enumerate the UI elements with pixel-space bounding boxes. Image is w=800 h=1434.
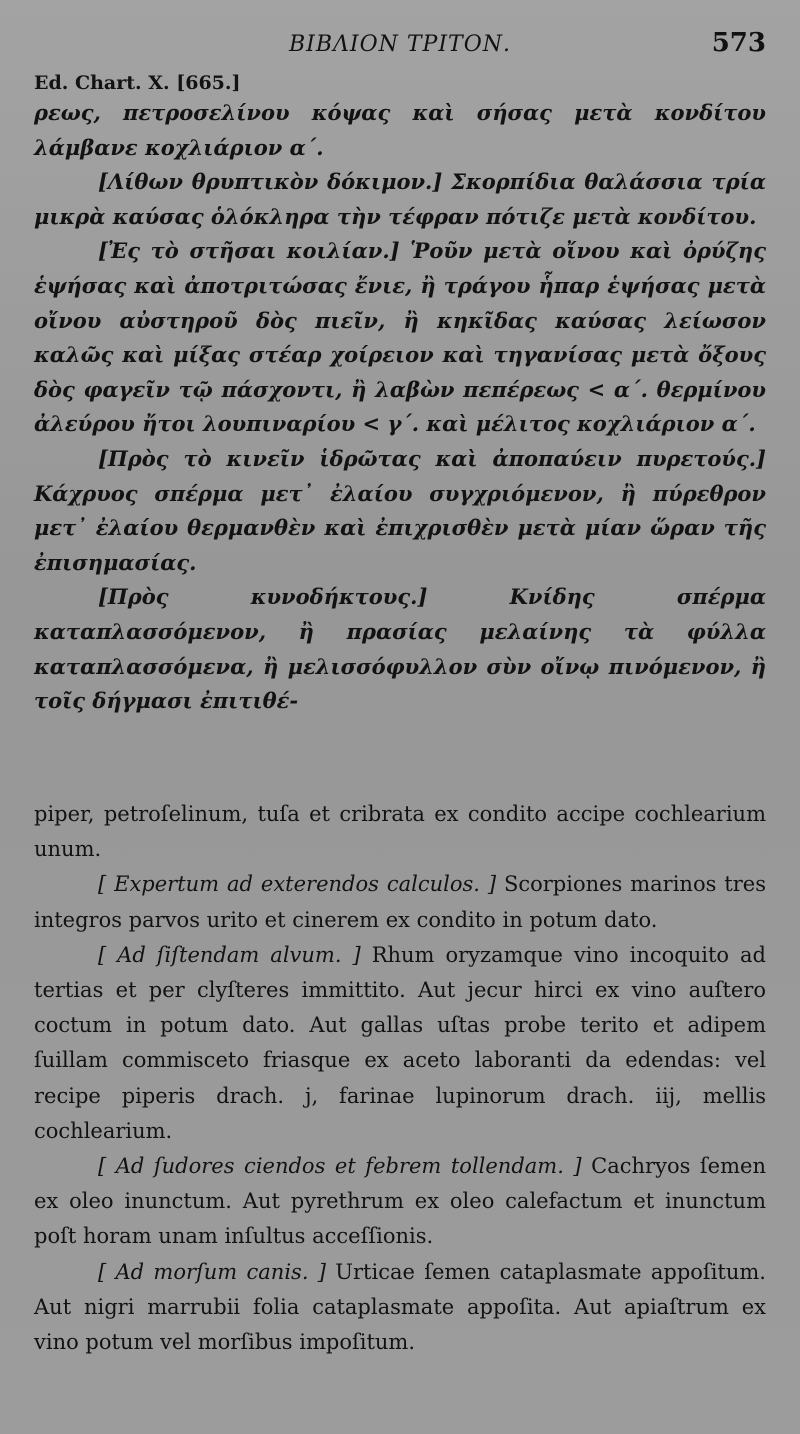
latin-paragraph — [34, 867, 766, 937]
greek-rubric: [Πρὸς τὸ κινεῖν ἱδρῶτας καὶ ἀποπαύειν πυρετούς.] — [98, 445, 766, 471]
latin-paragraph-text: piper, petroſelinum, tuſa et cribrata ex condito accipe cochlearium unum. — [34, 802, 766, 862]
greek-rubric: [Ἐς τὸ στῆσαι κοιλίαν.] — [98, 238, 400, 264]
latin-paragraph-text: Urticae ſemen cataplasmate appoſitum. Aut nigri marrubii folia cataplasmate appoſita. Aut apiaſtrum ex vino potum vel morſibus impoſitum. — [34, 1259, 766, 1355]
latin-paragraph — [34, 797, 766, 867]
greek-paragraph-text: ρεως, πετροσελίνου κόψας καὶ σήσας μετὰ κονδίτου λάμβανε κοχλιάριον α΄. — [34, 100, 766, 160]
latin-paragraph — [34, 1255, 766, 1361]
latin-paragraph — [34, 938, 766, 1149]
latin-paragraph-text: Cachryos ſemen ex oleo inunctum. Aut pyrethrum ex oleo calefactum et inunctum poſt horam unam inſultus acceſſionis. — [34, 1154, 766, 1249]
greek-paragraph-text: Σκορπίδια θαλάσσια τρία μικρὰ καύσας ὁλόκληρα τὴν τέφραν πότιζε μετὰ κονδίτου. — [34, 169, 766, 229]
latin-paragraph — [34, 1149, 766, 1255]
greek-paragraph-text: Κνίδης σπέρμα καταπλασσόμενον, ἢ πρασίας μελαίνης τὰ φύλλα καταπλασσόμενα, ἢ μελισσόφυλλον σὺν οἴνῳ πινόμενον, ἢ τοῖς δήγμασι ἐπιτιθέ- — [34, 584, 766, 714]
latin-rubric: [ Ad ſudores ciendos et febrem tollendam. ] — [98, 1154, 582, 1179]
page-number: 573 — [711, 28, 766, 58]
greek-paragraph — [34, 96, 766, 165]
greek-paragraph — [34, 580, 766, 718]
page-header — [0, 28, 800, 68]
greek-paragraph-text: Κάχρυος σπέρμα μετ᾽ ἐλαίου συγχριόμενον, ἢ πύρεθρον μετ᾽ ἐλαίου θερμανθὲν καὶ ἐπιχρισθὲν μετὰ μίαν ὥραν τῆς ἐπισημασίας. — [34, 480, 766, 575]
latin-paragraph-text: Scorpiones marinos tres integros parvos urito et cinerem ex condito in potum dato. — [34, 872, 766, 932]
latin-rubric: [ Ad morſum canis. ] — [98, 1259, 326, 1284]
greek-paragraph — [34, 234, 766, 442]
greek-text-block — [34, 96, 766, 719]
greek-rubric: [Λίθων θρυπτικὸν δόκιμον.] — [98, 169, 443, 195]
latin-text-block — [34, 797, 766, 1360]
greek-paragraph — [34, 165, 766, 234]
latin-rubric: [ Expertum ad exterendos calculos. ] — [98, 872, 497, 897]
greek-paragraph — [34, 442, 766, 580]
latin-paragraph-text: Rhum oryzamque vino incoquito ad tertias et per clyſteres immittito. Aut jecur hirci ex vino auſtero coctum in potum dato. Aut gallas uſtas probe terito et adipem ſuillam commisceto friasque ex aceto laboranti da edendas: vel recipe piperis drach. j, farinae lupinorum drach. iij, mellis cochlearium. — [34, 942, 766, 1143]
greek-rubric: [Πρὸς κυνοδήκτους.] — [98, 584, 428, 610]
edition-reference: Ed. Chart. X. [665.] — [34, 72, 241, 94]
latin-rubric: [ Ad ſiſtendam alvum. ] — [98, 942, 361, 967]
running-title: ΒΙΒΛΙΟΝ ΤΡΙΤΟΝ. — [288, 32, 511, 57]
column-divider — [34, 760, 766, 761]
greek-paragraph-text: Ῥοῦν μετὰ οἴνου καὶ ὀρύζης ἑψήσας καὶ ἀποτριτώσας ἔνιε, ἢ τράγου ἧπαρ ἑψήσας μετὰ οἴνου αὐστηροῦ δὸς πιεῖν, ἢ κηκῖδας καύσας λείωσον καλῶς καὶ μίξας στέαρ χοίρειον καὶ τηγανίσας μετὰ ὄξους δὸς φαγεῖν τῷ πάσχοντι, ἢ λαβὼν πεπέρεως < α΄. θερμίνου ἀλεύρου ἤτοι λουπιναρίου < γ΄. καὶ μέλιτος κοχλιάριον α΄. — [34, 238, 766, 437]
